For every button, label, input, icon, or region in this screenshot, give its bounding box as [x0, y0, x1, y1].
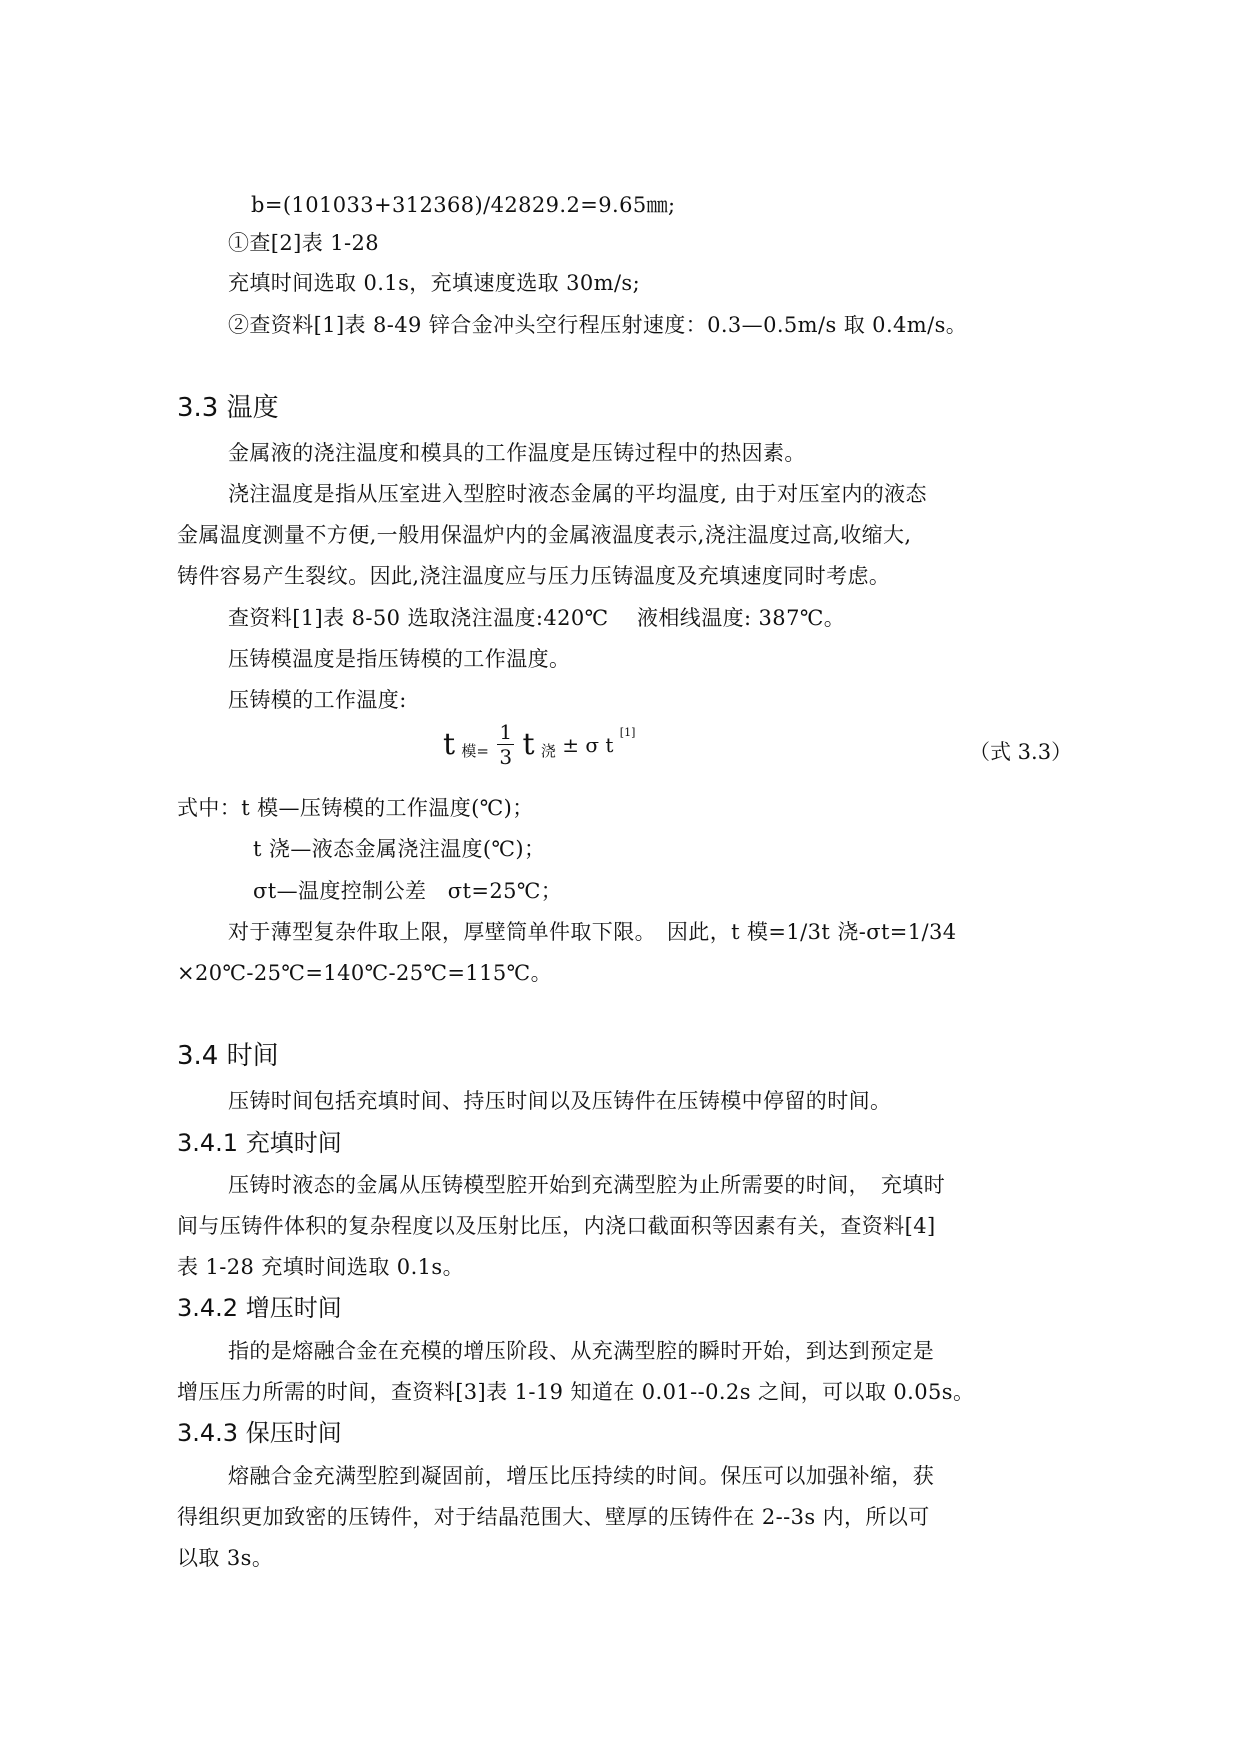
text-line: ②查资料[1]表 8-49 锌合金冲头空行程压射速度：0.3—0.5m/s 取 0.4m/s。 — [228, 313, 968, 337]
paragraph-line: 增压压力所需的时间，查资料[3]表 1-19 知道在 0.01--0.2s 之间，可以取 0.05s。 — [177, 1380, 975, 1404]
paragraph-line: 金属液的浇注温度和模具的工作温度是压铸过程中的热因素。 — [228, 441, 806, 465]
formula-rhs-subscript: 浇 — [540, 742, 556, 760]
paragraph-line: 对于薄型复杂件取上限，厚壁筒单件取下限。 因此，t 模=1/3t 浇-σt=1/34 — [228, 920, 957, 944]
section-heading: 3.4 时间 — [177, 1041, 279, 1071]
paragraph-line: 压铸时间包括充填时间、持压时间以及压铸件在压铸模中停留的时间。 — [228, 1089, 892, 1113]
section-heading: 3.3 温度 — [177, 393, 279, 423]
definition-line: 式中：t 模—压铸模的工作温度(℃)； — [177, 796, 534, 820]
formula-sigma: σ — [585, 732, 600, 757]
paragraph-line: 熔融合金充满型腔到凝固前，增压比压持续的时间。保压可以加强补缩，获 — [228, 1464, 935, 1488]
paragraph-line: 查资料[1]表 8-50 选取浇注温度:420℃ 液相线温度: 387℃。 — [228, 606, 846, 630]
formula — [443, 720, 635, 784]
formula-lhs: t — [443, 727, 456, 762]
paragraph-line: 压铸时液态的金属从压铸模型腔开始到充满型腔为止所需要的时间， 充填时 — [228, 1173, 946, 1197]
paragraph-line: 金属温度测量不方便,一般用保温炉内的金属液温度表示,浇注温度过高,收缩大, — [177, 523, 912, 547]
subsection-heading: 3.4.1 充填时间 — [177, 1129, 342, 1157]
definition-line: t 浇—液态金属浇注温度(℃)； — [253, 837, 546, 861]
paragraph-line: ×20℃-25℃=140℃-25℃=115℃。 — [177, 961, 552, 985]
subsection-heading: 3.4.2 增压时间 — [177, 1294, 342, 1322]
formula-operator: ± — [562, 732, 580, 757]
paragraph-line: 指的是熔融合金在充模的增压阶段、从充满型腔的瞬时开始，到达到预定是 — [228, 1339, 935, 1363]
paragraph-line: 以取 3s。 — [177, 1546, 274, 1570]
formula-t: t — [605, 732, 614, 757]
paragraph-line: 得组织更加致密的压铸件，对于结晶范围大、壁厚的压铸件在 2--3s 内，所以可 — [177, 1505, 930, 1529]
formula-reference: [1] — [619, 726, 636, 739]
fraction-numerator: 1 — [499, 720, 513, 744]
fraction-denominator: 3 — [499, 745, 513, 769]
paragraph-line: 压铸模温度是指压铸模的工作温度。 — [228, 647, 571, 671]
equation-label: （式 3.3） — [969, 740, 1073, 764]
text-line: b=(101033+312368)/42829.2=9.65㎜; — [251, 193, 676, 217]
text-line: 充填时间选取 0.1s，充填速度选取 30m/s; — [228, 271, 641, 295]
paragraph-line: 间与压铸件体积的复杂程度以及压射比压，内浇口截面积等因素有关，查资料[4] — [177, 1214, 936, 1238]
formula-rhs: t — [522, 727, 535, 762]
definition-line: σt—温度控制公差 σt=25℃； — [253, 879, 563, 903]
text-line: ①查[2]表 1-28 — [228, 231, 379, 255]
paragraph-line: 浇注温度是指从压室进入型腔时液态金属的平均温度, 由于对压室内的液态 — [228, 482, 927, 506]
paragraph-line: 压铸模的工作温度: — [228, 688, 407, 712]
paragraph-line: 铸件容易产生裂纹。因此,浇注温度应与压力压铸温度及充填速度同时考虑。 — [177, 564, 891, 588]
formula-fraction — [497, 720, 514, 769]
formula-lhs-subscript: 模= — [461, 742, 489, 760]
paragraph-line: 表 1-28 充填时间选取 0.1s。 — [177, 1255, 464, 1279]
subsection-heading: 3.4.3 保压时间 — [177, 1419, 342, 1447]
